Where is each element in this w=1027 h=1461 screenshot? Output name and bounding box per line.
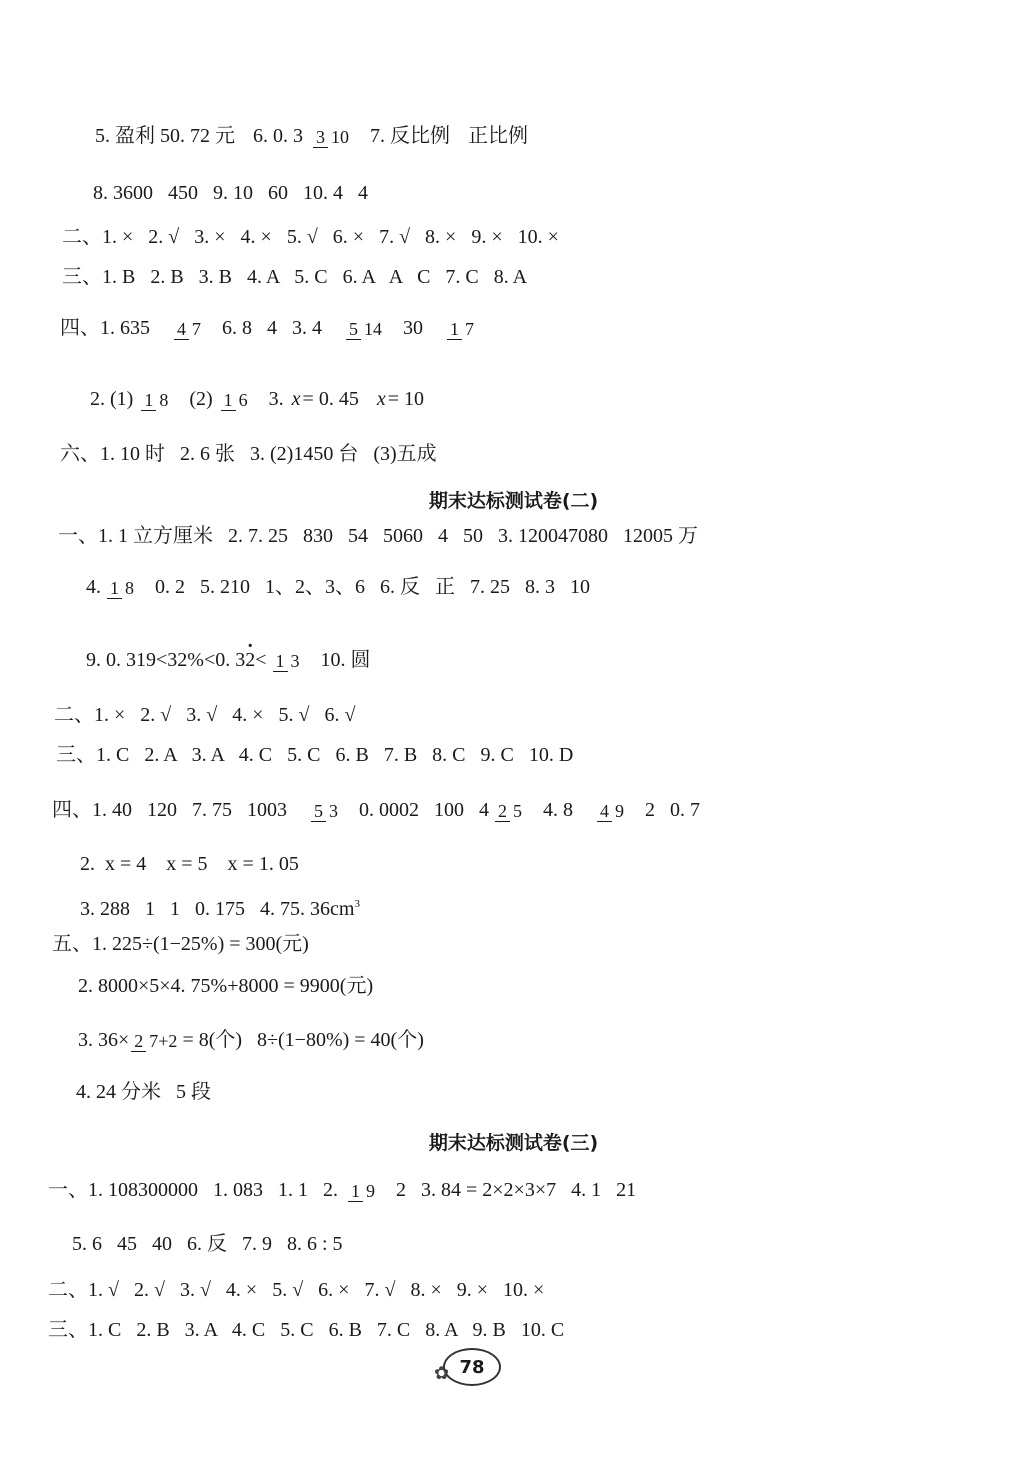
repeating-decimal: 6. 0. 3 [253,125,303,147]
answer-text: 二、1. × 2. √ 3. × 4. × 5. √ 6. × 7. √ 8. × 9. × 10. × [62,226,559,248]
answer-line [56,743,591,767]
page-number-badge [434,1345,504,1389]
answer-text: 10. 圆 [320,649,371,671]
section-title: 期末达标测试卷(二) [428,490,599,512]
denominator: 10 [331,126,349,147]
denominator: 3 [290,650,300,671]
answer-text: 2 0. 7 [645,799,700,821]
denominator: 6 [238,389,248,410]
answer-text: 3. [268,388,284,410]
answer-text [253,124,303,148]
numerator: 5 [311,801,326,822]
answer-line [62,225,577,249]
denominator: 14 [364,318,382,339]
fraction [311,801,341,822]
answer-text: 三、1. B 2. B 3. B 4. A 5. C 6. A A C 7. C 8. A [62,266,528,288]
answer-line [52,932,327,956]
numerator: 5 [346,319,361,340]
answer-line [60,442,455,466]
numerator: 1 [447,319,462,340]
answer-text: 3. 288 1 1 0. 175 4. 75. 36cm [80,897,355,920]
numerator: 1 [348,1181,363,1202]
answer-text: = 10 [387,388,424,410]
answer-line [76,1080,229,1104]
answer-line [52,798,718,822]
section-title: 期末达标测试卷(三) [428,1132,599,1154]
denominator: 8 [125,577,134,598]
answer-text: < [255,649,267,671]
answer-line [48,1318,582,1342]
answer-text: 0. 2 5. 210 1、2、3、6 6. 反 正 7. 25 8. 3 10 [155,576,590,598]
answer-line [86,648,389,672]
fraction [495,801,525,822]
numerator: 4 [597,801,612,822]
answer-text: 4. 24 分米 5 段 [76,1081,211,1103]
answer-text: 三、1. C 2. A 3. A 4. C 5. C 6. B 7. B 8. C 9. C 10. D [56,744,574,766]
answer-text: 五、1. 225÷(1−25%) = 300(元) [52,933,309,955]
answer-text: (2) [189,388,213,410]
answer-text: 四、1. 40 120 7. 75 1003 [52,799,287,821]
answer-text: 7. 反比例 [370,125,450,147]
denominator: 5 [513,800,522,821]
fraction [107,578,137,599]
flower-icon: ✿ [434,1363,450,1383]
answer-text: 8. 3600 450 9. 10 60 10. 4 4 [93,182,368,204]
repeating-digit: 2 · [245,648,255,672]
answer-text: 2 3. 84 = 2×2×3×7 4. 1 21 [396,1179,637,1201]
answer-text: 9. 0. 319<32%<0. 3 [86,649,246,671]
fraction [131,1031,180,1052]
denominator: 7 [465,318,474,339]
fraction [313,127,352,148]
fraction [221,390,251,411]
answer-line [95,124,546,148]
answer-line [48,1278,562,1302]
answer-line [78,974,391,998]
numerator: 3 [313,127,328,148]
fraction [141,390,171,411]
denominator: 8 [159,389,169,410]
answer-text: 一、1. 108300000 1. 083 1. 1 2. [48,1179,338,1201]
answer-text: 0. 0002 100 4 [359,799,489,821]
answer-text: 四、1. 635 [60,317,150,339]
answer-line [86,575,608,599]
fraction [597,801,627,822]
numerator: 1 [221,390,236,411]
numerator: 2 [495,801,510,822]
answer-text: 二、1. √ 2. √ 3. √ 4. × 5. √ 6. × 7. √ 8. × 9. × 10. × [48,1279,545,1301]
answer-text: 三、1. C 2. B 3. A 4. C 5. C 6. B 7. C 8. A 9. B 10. C [48,1319,565,1341]
answer-text: 5. 6 45 40 6. 反 7. 9 8. 6 : 5 [72,1233,343,1255]
answer-text: 5. 盈利 50. 72 元 [95,125,235,147]
numerator: 1 [273,651,288,672]
answer-text: 6. 8 4 3. 4 [222,317,322,339]
numerator: 4 [174,319,189,340]
superscript: 3 [354,898,360,910]
fraction [348,1181,378,1202]
answer-text: 二、1. × 2. √ 3. √ 4. × 5. √ 6. √ [54,704,356,726]
answer-line [48,1178,654,1202]
answer-text: 30 [403,317,423,339]
answer-line [72,1232,361,1256]
variable: x [291,388,301,410]
answer-line [80,852,317,876]
answer-text: = 0. 45 [302,388,359,410]
answer-text: = 8(个) 8÷(1−80%) = 40(个) [182,1029,424,1051]
answer-text: 4. [86,576,101,598]
answer-text: 3. 36× [78,1029,130,1051]
fraction [447,319,477,340]
answer-text: 六、1. 10 时 2. 6 张 3. (2)1450 台 (3)五成 [60,443,437,465]
answer-text: 2. 8000×5×4. 75%+8000 = 9900(元) [78,975,374,997]
answer-line [60,316,495,340]
fraction [346,319,385,340]
fraction [174,319,204,340]
fraction [273,651,303,672]
numerator: 2 [131,1031,146,1052]
answer-text: 2. (1) [90,388,134,410]
answer-text: 正比例 [468,125,528,147]
answer-line [58,524,716,548]
denominator: 7 [192,318,201,339]
answer-line [90,387,442,411]
answer-text: 4. 8 [543,799,573,821]
denominator: 9 [615,800,624,821]
numerator: 1 [107,578,122,599]
answer-line [80,892,378,921]
answer-line [62,265,545,289]
denominator: 7+2 [149,1030,178,1051]
answer-line [93,181,386,205]
answer-text: 2. x = 4 x = 5 x = 1. 05 [80,853,299,875]
page-number: 78 [443,1348,501,1386]
answer-line [54,703,373,727]
denominator: 3 [329,800,338,821]
variable: x [376,388,386,410]
answer-text: 一、1. 1 立方厘米 2. 7. 25 830 54 5060 4 50 3. 120047080 12005 万 [58,525,698,547]
numerator: 1 [141,390,156,411]
answer-line [78,1028,442,1052]
denominator: 9 [366,1180,375,1201]
